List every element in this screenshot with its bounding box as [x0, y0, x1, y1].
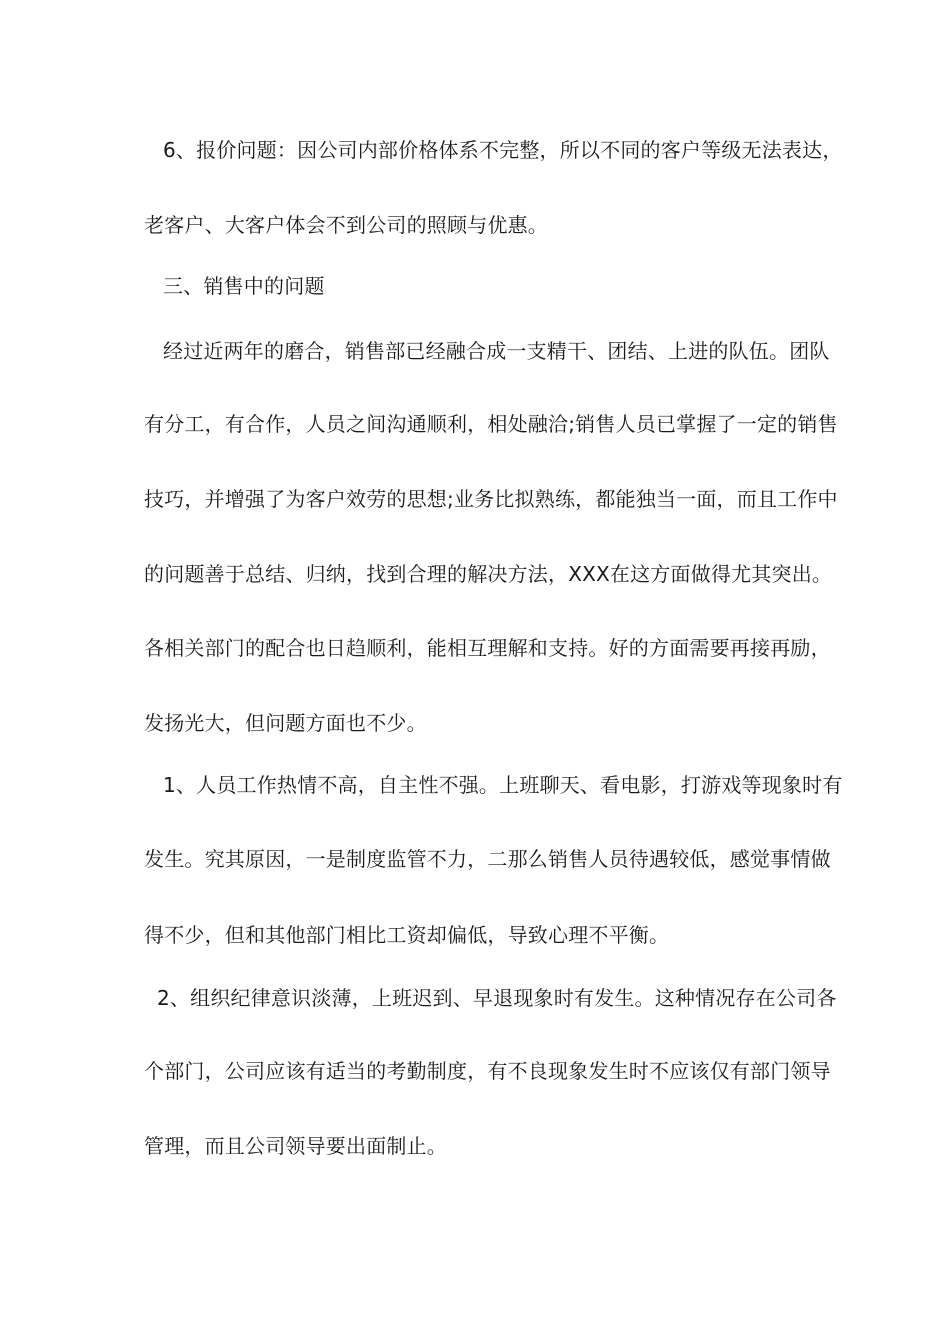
list-item-1-line-2: 发生。究其原因，一是制度监管不力，二那么销售人员待遇较低，感觉事情做	[144, 847, 831, 871]
paragraph-line-8: 发扬光大，但问题方面也不少。	[144, 711, 427, 735]
list-item-2-line-3: 管理，而且公司领导要出面制止。	[144, 1134, 447, 1158]
paragraph-line-3: 经过近两年的磨合，销售部已经融合成一支精干、团结、上进的队伍。团队	[163, 339, 830, 363]
section-heading: 三、销售中的问题	[163, 274, 325, 298]
paragraph-line-2: 老客户、大客户体会不到公司的照顾与优惠。	[144, 213, 548, 237]
list-item-1-line-3: 得不少，但和其他部门相比工资却偏低，导致心理不平衡。	[144, 923, 670, 947]
paragraph-line-5: 技巧，并增强了为客户效劳的思想;业务比拟熟练，都能独当一面，而且工作中	[144, 487, 838, 511]
list-item-1-line-1: 1、人员工作热情不高，自主性不强。上班聊天、看电影，打游戏等现象时有	[163, 773, 843, 797]
paragraph-line-6: 的问题善于总结、归纳，找到合理的解决方法，XXX在这方面做得尤其突出。	[144, 562, 833, 586]
paragraph-line-4: 有分工，有合作，人员之间沟通顺利，相处融洽;销售人员已掌握了一定的销售	[144, 412, 838, 436]
paragraph-line-7: 各相关部门的配合也日趋顺利，能相互理解和支持。好的方面需要再接再励，	[144, 636, 831, 660]
list-item-2-line-1: 2、组织纪律意识淡薄，上班迟到、早退现象时有发生。这种情况存在公司各	[157, 986, 837, 1010]
list-item-2-line-2: 个部门，公司应该有适当的考勤制度，有不良现象发生时不应该仅有部门领导	[144, 1059, 831, 1083]
paragraph-line-1: 6、报价问题：因公司内部价格体系不完整，所以不同的客户等级无法表达，	[163, 138, 843, 162]
